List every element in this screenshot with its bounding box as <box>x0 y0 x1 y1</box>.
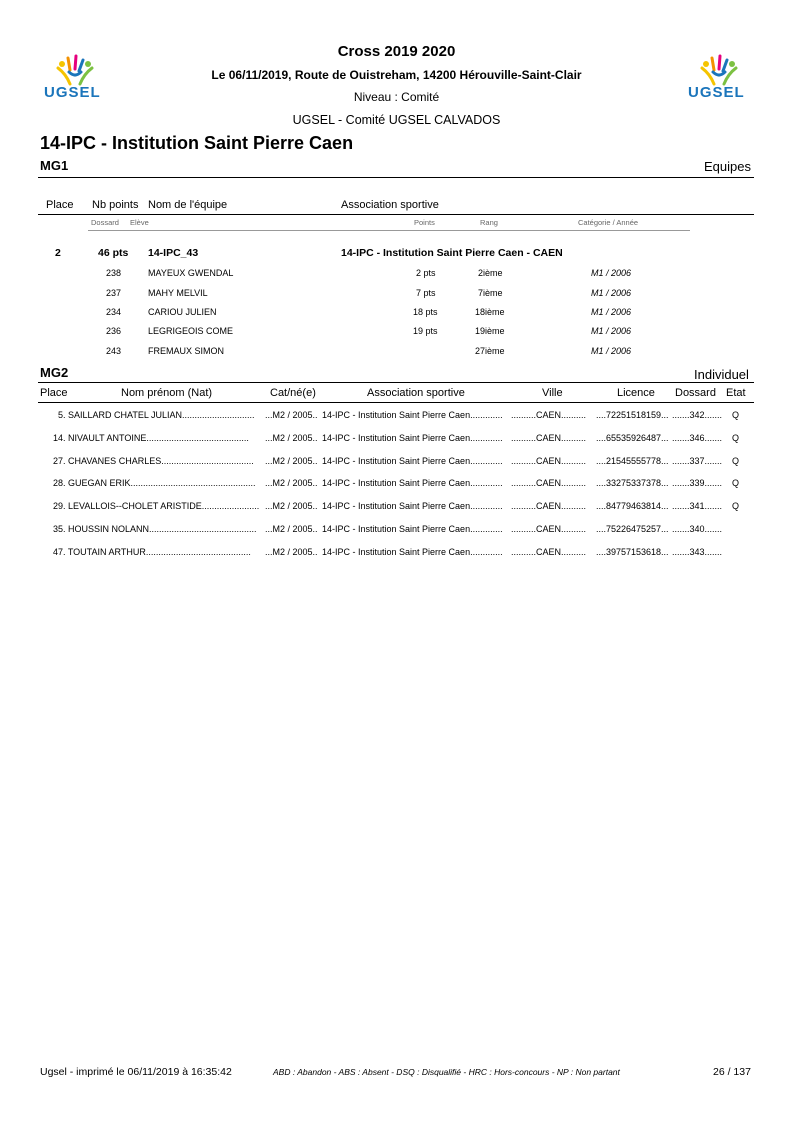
header-rule <box>38 402 754 403</box>
member-points: 19 pts <box>413 326 438 336</box>
row-association: 14-IPC - Institution Saint Pierre Caen............. <box>322 410 503 420</box>
row-cat: ...M2 / 2005.. <box>265 456 318 466</box>
row-association: 14-IPC - Institution Saint Pierre Caen............. <box>322 433 503 443</box>
row-ville: ..........CAEN.......... <box>511 456 587 466</box>
row-etat: Q <box>732 501 740 511</box>
row-ville: ..........CAEN.......... <box>511 433 587 443</box>
col-association: Association sportive <box>341 199 439 211</box>
subcol-dossard: Dossard <box>91 218 119 227</box>
row-cat: ...M2 / 2005.. <box>265 433 318 443</box>
member-points: 2 pts <box>416 268 436 278</box>
member-rank: 18ième <box>475 307 505 317</box>
subcol-points: Points <box>414 218 435 227</box>
member-name: MAYEUX GWENDAL <box>148 268 234 278</box>
member-dossard: 236 <box>106 326 122 336</box>
row-dossard: .......346....... <box>672 433 723 443</box>
row-ville: ..........CAEN.......... <box>511 547 587 557</box>
member-rank: 19ième <box>475 326 505 336</box>
col-name: Nom prénom (Nat) <box>121 387 213 399</box>
member-rank: 27ième <box>475 346 505 356</box>
logo-text: UGSEL <box>44 84 101 101</box>
row-ville: ..........CAEN.......... <box>511 478 587 488</box>
col-place: Place <box>46 199 74 211</box>
row-ville: ..........CAEN.......... <box>511 524 587 534</box>
team-points: 46 pts <box>98 247 129 259</box>
row-dossard: .......341....... <box>672 501 723 511</box>
member-dossard: 234 <box>106 307 122 317</box>
row-association: 14-IPC - Institution Saint Pierre Caen............. <box>322 547 503 557</box>
footer-printed: Ugsel - imprimé le 06/11/2019 à 16:35:42 <box>40 1066 232 1078</box>
row-etat: Q <box>732 478 740 488</box>
row-place-name: 47. TOUTAIN ARTHUR.......................................... <box>53 547 251 557</box>
row-licence: ....75226475257... <box>596 524 669 534</box>
row-ville: ..........CAEN.......... <box>511 410 587 420</box>
subheader-rule <box>88 230 690 231</box>
footer-page-number: 26 / 137 <box>713 1066 751 1078</box>
row-place-name: 35. HOUSSIN NOLANN........................................... <box>53 524 257 534</box>
col-nb-points: Nb points <box>92 199 139 211</box>
member-name: CARIOU JULIEN <box>148 307 217 317</box>
row-ville: ..........CAEN.......... <box>511 501 587 511</box>
section-divider <box>38 177 754 178</box>
event-committee: UGSEL - Comité UGSEL CALVADOS <box>292 113 501 127</box>
row-association: 14-IPC - Institution Saint Pierre Caen............. <box>322 501 503 511</box>
row-place-name: 5. SAILLARD CHATEL JULIAN............................. <box>58 410 255 420</box>
row-licence: ....39757153618... <box>596 547 669 557</box>
member-category: M1 / 2006 <box>591 288 632 298</box>
row-etat: Q <box>732 410 740 420</box>
member-category: M1 / 2006 <box>591 326 632 336</box>
section-divider <box>38 382 754 383</box>
row-cat: ...M2 / 2005.. <box>265 547 318 557</box>
member-points: 7 pts <box>416 288 436 298</box>
header-rule <box>38 214 754 215</box>
member-rank: 2ième <box>478 268 503 278</box>
team-association: 14-IPC - Institution Saint Pierre Caen - CAEN <box>341 247 563 259</box>
member-category: M1 / 2006 <box>591 268 632 278</box>
footer-legend: ABD : Abandon - ABS : Absent - DSQ : Disqualifié - HRC : Hors-concours - NP : Non partant <box>273 1067 620 1077</box>
row-licence: ....21545555778... <box>596 456 669 466</box>
row-licence: ....33275337378... <box>596 478 669 488</box>
row-cat: ...M2 / 2005.. <box>265 478 318 488</box>
event-title: Cross 2019 2020 <box>337 43 456 60</box>
col-ville: Ville <box>542 387 563 399</box>
subcol-rang: Rang <box>480 218 498 227</box>
member-name: FREMAUX SIMON <box>148 346 225 356</box>
row-licence: ....84779463814... <box>596 501 669 511</box>
row-association: 14-IPC - Institution Saint Pierre Caen............. <box>322 524 503 534</box>
team-section-label: Equipes <box>704 159 751 174</box>
col-association: Association sportive <box>367 387 465 399</box>
event-subtitle: Le 06/11/2019, Route de Ouistreham, 14200 Hérouville-Saint-Clair <box>211 68 582 82</box>
row-cat: ...M2 / 2005.. <box>265 524 318 534</box>
member-points: 18 pts <box>413 307 438 317</box>
member-dossard: 243 <box>106 346 122 356</box>
member-category: M1 / 2006 <box>591 346 632 356</box>
row-licence: ....65535926487... <box>596 433 669 443</box>
row-etat: Q <box>732 433 740 443</box>
member-dossard: 237 <box>106 288 122 298</box>
logo-text: UGSEL <box>688 84 745 101</box>
col-team-name: Nom de l'équipe <box>148 199 228 211</box>
team-place: 2 <box>55 247 61 259</box>
member-category: M1 / 2006 <box>591 307 632 317</box>
row-cat: ...M2 / 2005.. <box>265 410 318 420</box>
row-place-name: 27. CHAVANES CHARLES..................................... <box>53 456 254 466</box>
row-etat: Q <box>732 456 740 466</box>
row-association: 14-IPC - Institution Saint Pierre Caen............. <box>322 478 503 488</box>
member-dossard: 238 <box>106 268 122 278</box>
individual-category: MG2 <box>40 365 69 380</box>
row-dossard: .......342....... <box>672 410 723 420</box>
team-category: MG1 <box>40 158 69 173</box>
row-association: 14-IPC - Institution Saint Pierre Caen............. <box>322 456 503 466</box>
subcol-eleve: Elève <box>130 218 149 227</box>
member-name: MAHY MELVIL <box>148 288 208 298</box>
event-level: Niveau : Comité <box>353 90 440 104</box>
team-name: 14-IPC_43 <box>148 247 199 259</box>
row-dossard: .......337....... <box>672 456 723 466</box>
col-cat: Cat/né(e) <box>270 387 316 399</box>
row-dossard: .......340....... <box>672 524 723 534</box>
school-title: 14-IPC - Institution Saint Pierre Caen <box>40 133 354 153</box>
col-dossard: Dossard <box>675 387 716 399</box>
member-name: LEGRIGEOIS COME <box>148 326 234 336</box>
individual-section-label: Individuel <box>694 367 749 382</box>
col-licence: Licence <box>617 387 655 399</box>
col-etat: Etat <box>726 387 746 399</box>
col-place: Place <box>40 387 68 399</box>
row-dossard: .......343....... <box>672 547 723 557</box>
member-rank: 7ième <box>478 288 503 298</box>
row-cat: ...M2 / 2005.. <box>265 501 318 511</box>
subcol-categorie: Catégorie / Année <box>578 218 639 227</box>
row-dossard: .......339....... <box>672 478 723 488</box>
row-place-name: 29. LEVALLOIS--CHOLET ARISTIDE....................... <box>53 501 260 511</box>
row-place-name: 28. GUEGAN ERIK.................................................. <box>53 478 256 488</box>
row-licence: ....72251518159... <box>596 410 669 420</box>
row-place-name: 14. NIVAULT ANTOINE......................................... <box>53 433 249 443</box>
